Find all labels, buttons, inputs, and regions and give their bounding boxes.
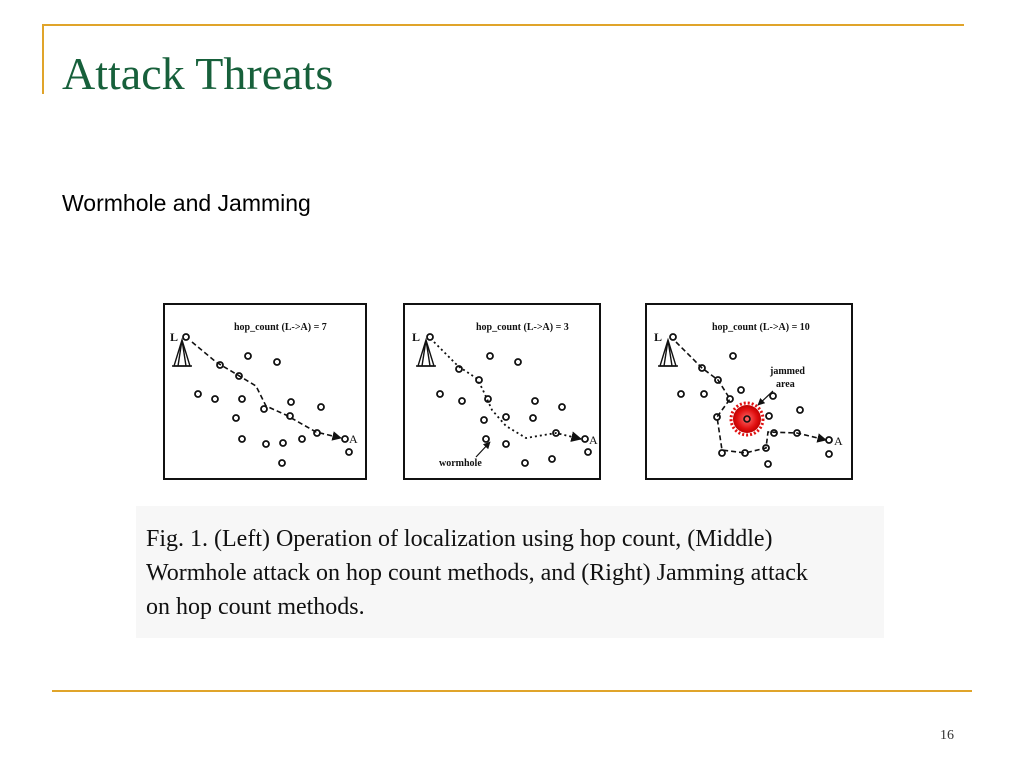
caption-line: on hop count methods.: [146, 594, 365, 620]
left-rule: [42, 24, 44, 94]
panel-left: [164, 304, 366, 479]
page-number: 16: [940, 728, 954, 743]
panel-middle: [404, 304, 600, 479]
panel-right: [646, 304, 852, 479]
figure-caption: [146, 522, 886, 624]
area-label: area: [776, 379, 795, 390]
wormhole-label: wormhole: [439, 458, 482, 469]
node-l-label: L: [654, 330, 663, 344]
bottom-rule: [52, 690, 972, 692]
slide-title: Attack Threats: [62, 48, 334, 99]
jammed-label: jammed: [770, 366, 805, 377]
slide-subtitle: Wormhole and Jamming: [62, 190, 311, 216]
node-a-label: A: [589, 433, 598, 447]
node-a-label: A: [834, 434, 843, 448]
node-l-label: L: [170, 330, 179, 344]
node-a-label: A: [349, 432, 358, 446]
hop-count-label: hop_count (L->A) = 10: [712, 322, 810, 333]
caption-line: Wormhole attack on hop count methods, and (Right) Jamming attack: [146, 560, 808, 586]
top-rule: [42, 24, 964, 26]
caption-line: Fig. 1. (Left) Operation of localization using hop count, (Middle): [146, 526, 773, 552]
hop-count-label: hop_count (L->A) = 3: [476, 322, 569, 333]
hop-count-label: hop_count (L->A) = 7: [234, 322, 327, 333]
node-l-label: L: [412, 330, 421, 344]
